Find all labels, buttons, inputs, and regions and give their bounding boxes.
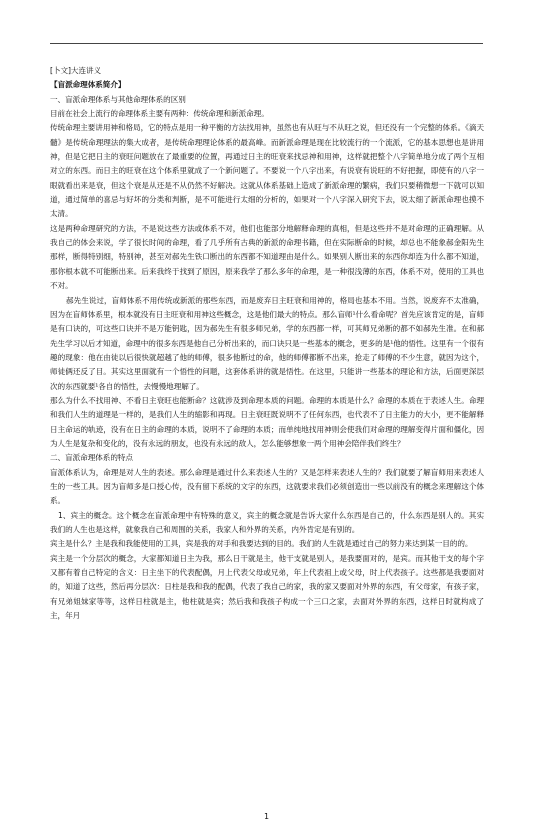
paragraph: 那么为什么不找用神、不看日主衰旺也能断命？这就涉及到命理本质的问题。命理的本质是什么？命理的本质在于表述人生。命理和我们人生的道理是一样的，是我们人生的缩影和再现。日主衰旺既说明不了任何东西，也代表不了日主能力的大小，更不能解释日主命运的轨迹，没有在日主的命理的本质，说明不了命理的本质；而单纯地找用神则会使我们对命理的理解变得片面和僵化，因为人生是复杂和变化的，没有永远的朋友，也没有永远的敌人，怎么能够想象一两个用神会陪伴我们终生？ [50, 395, 484, 448]
paragraph: 传统命理主要讲用神和格局，它的特点是用一种平衡的方法找用神，虽然也有从旺与不从旺之说，但还没有一个完整的体系。《滴天髓》是传统命理理法的集大成者，是传统命理理论体系的最高峰。而新派命理是现在比较流行的一个流派，它的基本思想也是讲用神，但是它把日主的衰旺问题放在了最重要的位置，再通过日主的旺衰来找忌神和用神，这样就把整个八字简单地分成了两个互相对立的东西。而日主的旺衰在这个体系里就成了一个新问题了。不要说一个八字出来，有说衰有说旺的不好把握，即使有的八字一眼就看出来是衰，但这个衰是从还是不从仍然不好解决。这就从体系基础上造成了新派命理的繁病，我们只要稍微想一下就可以知道，通过简单的喜忌与好坏的分类和判断，是不可能进行太细的分析的，如果对一个八字深入研究下去，说太细了新派命理也摸不太清。 [50, 123, 484, 219]
section-heading-1: 一、盲派命理体系与其他命理体系的区别 [50, 94, 186, 104]
document-title: [卜文]大连讲义 [50, 66, 102, 75]
section-heading-2: 二、盲派命理体系的特点 [50, 453, 133, 463]
page-number: 1 [263, 812, 270, 821]
header-rule [50, 43, 483, 44]
document-body [50, 64, 484, 623]
paragraph: 宾主是什么？主是我和我能使用的工具，宾是我的对手和我要达到的目的。我们的人生就是通过自己的努力来达到某一目的的。 [50, 539, 473, 549]
section-title: 【盲派命理体系简介】 [50, 80, 126, 90]
paragraph: 盲派体系认为，命理是对人生的表述。那么命理是通过什么来表述人生的？又是怎样来表述人生的？我们就要了解盲师用来表述人生的一些工具。因为盲师多是口授心传，没有留下系统的文字的东西，这就要求我们必须创造出一些以前没有的概念来理解这个体系。 [50, 467, 484, 506]
paragraph: 1、宾主的概念。这个概念在盲派命理中有特殊的意义，宾主的概念就是告诉大家什么东西是自己的，什么东西是别人的。其实我们的人生也是这样，就象我自己和周围的关系，我家人和外界的关系，内外肯定是有别的。 [50, 510, 484, 534]
paragraph: 目前在社会上流行的命理体系主要有两种：传统命理和新派命理。 [50, 109, 269, 119]
paragraph: 这是两种命理研究的方法，不是说这些方法或体系不对，他们也能部分地解释命理的真相，但是这些并不是对命理的正确理解。从我自己的体会来说，学了很长时间的命理，看了几乎所有古典的新派的命理书籍，但在实际断命的时候，却总也不能象郝金阳先生那样，断得特别细，特别神，甚至对郝先生铁口断出的东西都不知道理由是什么。如果别人断出来的东西你却连为什么都不知道，那你根本就不可能断出来。后来我终于找到了原因，原来我学了那么多年的命理，是一种很浅薄的东西，体系不对，使用的工具也不对。 [50, 223, 484, 291]
paragraph: 郝先生说过，盲师体系不用传统或新派的那些东西，而是废弃日主旺衰和用神的，格局也基本不用。当然，说废弃不太准确，因为在盲师体系里，根本就没有日主旺衰和用神这些概念，这是他们最大的特点。那么盲师¹什么看命呢？首先应该肯定的是，盲师是有口诀的，可这些口诀并不是万能钥匙，因为郝先生有很多师兄弟，学的东西都一样，可其师兄弟断的都不如郝先生准。在和郝先生学习以后才知道，命理中的很多东西是他自己分析出来的，而口诀只是一些基本的概念，更多的是¹他的悟性。这里有一个很有趣的现象：他在由徒以后很快就超越了他的师傅，很多他断过的命，他的师傅都断不出来，抢走了师傅的不少生意，就因为这个，师徒俩还反了目。其实这里面就有一个悟性的问题，这套体系讲的就是悟性。在这里，只能讲一些基本的理论和方法，后面更深层次的东西就要¹各自的悟性，去慢慢地理解了。 [50, 295, 484, 391]
paragraph: 宾主是一个分层次的概念，大家都知道日主为我，那么日干就是主，他干支就是别人，是我要面对的，是宾。而其他干支的每个字又都有着自己特定的含义：日主坐下的代表配偶，月上代表父母或兄弟，年上代表祖上或父母，时上代表孩子。这些都是我要面对的，知道了这些，然后再分层次：日柱是我和我的配偶，代表了我自己的家，我的家又要面对外界的东西，有父母家，有孩子家，有兄弟姐妹家等等，这样日柱就是主，他柱就是宾；然后我和我孩子构成一个三口之家，去面对外界的东西，这样日时就构成了主，年月 [50, 553, 484, 621]
